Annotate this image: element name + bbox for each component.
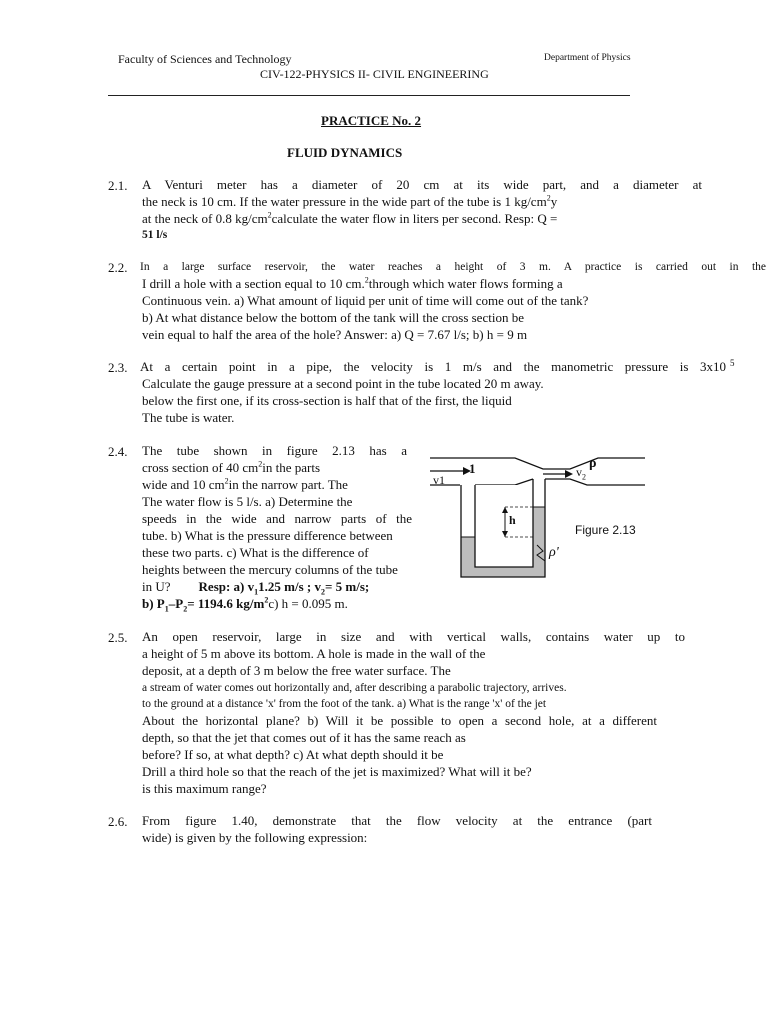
- problem-line: below the first one, if its cross-section is half that of the first, the liquid: [142, 393, 512, 408]
- label-v1: v1: [433, 473, 445, 487]
- practice-title: PRACTICE No. 2: [321, 113, 422, 128]
- problem-line: heights between the mercury columns of the tube: [142, 562, 398, 577]
- problem-line: The tube shown in figure 2.13 has a: [142, 443, 407, 458]
- problem-number: 2.6.: [108, 814, 128, 829]
- problem-line: An open reservoir, large in size and with vertical walls, contains water up to: [142, 629, 685, 644]
- problem-line: From figure 1.40, demonstrate that the flow velocity at the entrance (part: [142, 813, 652, 828]
- problem-line: A Venturi meter has a diameter of 20 cm at its wide part, and a diameter at: [142, 177, 702, 192]
- course-title: CIV-122-PHYSICS II- CIVIL ENGINEERING: [260, 67, 489, 81]
- problem-line: wide and 10 $cm^2in$ the narrow part. The: [142, 476, 348, 492]
- exponent: 5: [730, 358, 735, 368]
- problem-line: In a large surface reservoir, the water reaches a height of 3 m. A practice is carried out in the: [140, 261, 766, 273]
- problem-line: in U? Resp: a) $v_11.25$ m/s ; $v_2= 5$ m/s;: [142, 579, 370, 597]
- problem-line: at the neck of 0.8 $kg/cm^2calculate$ the water flow in liters per second. Resp: Q =: [142, 210, 558, 226]
- problem-number: 2.1.: [108, 178, 128, 193]
- problem-line: these two parts. c) What is the difference of: [142, 545, 369, 560]
- problem-line: Continuous vein. a) What amount of liquid per unit of time will come out of the tank?: [142, 293, 589, 308]
- label-section-1: 1: [469, 461, 476, 476]
- problem-line: The water flow is 5 l/s. a) Determine the: [142, 494, 353, 509]
- problem-line: wide) is given by the following expression:: [142, 830, 368, 845]
- problem-line: a height of 5 m above its bottom. A hole is made in the wall of the: [142, 646, 486, 661]
- problem-line: At a certain point in a pipe, the velocity is 1 m/s and the manometric pressure is 3x10: [140, 359, 726, 374]
- problem-answer: 51 l/s: [142, 229, 168, 241]
- problem-number: 2.4.: [108, 444, 128, 459]
- problem-line: About the horizontal plane? b) Will it be possible to open a second hole, at a different: [142, 713, 657, 728]
- subject-title: FLUID DYNAMICS: [287, 145, 403, 160]
- problem-answer: b) $P_1-P_2= 1194.6$ $kg/m^2c$) h = 0.095 m.: [142, 595, 348, 614]
- figure-caption: Figure 2.13: [575, 523, 636, 537]
- problem-number: 2.2.: [108, 260, 128, 275]
- figure-2-13: [425, 445, 665, 585]
- problem-line: deposit, at a depth of 3 m below the free water surface. The: [142, 663, 451, 678]
- department-name: Department of Physics: [544, 53, 631, 63]
- problem-line: is this maximum range?: [142, 781, 267, 796]
- problem-number: 2.3.: [108, 360, 128, 375]
- problem-line: Calculate the gauge pressure at a second point in the tube located 20 m away.: [142, 376, 544, 391]
- problem-line: cross section of 40 $cm^2in$ the parts: [142, 459, 321, 475]
- label-h: h: [509, 513, 516, 527]
- problem-line: I drill a hole with a section equal to 10 cm.$^2$through which water flows forming a: [142, 275, 563, 291]
- label-rho-prime: ρ': [549, 545, 559, 560]
- problem-line: Drill a third hole so that the reach of the jet is maximized? What will it be?: [142, 764, 532, 779]
- problem-line: tube. b) What is the pressure difference between: [142, 528, 393, 543]
- faculty-name: Faculty of Sciences and Technology: [118, 52, 292, 66]
- header-rule: [108, 95, 630, 96]
- problem-line: The tube is water.: [142, 410, 235, 425]
- problem-line: a stream of water comes out horizontally and, after describing a parabolic trajectory, arrives.: [142, 682, 567, 694]
- problem-line: to the ground at a distance 'x' from the foot of the tank. a) What is the range 'x' of the jet: [142, 698, 547, 710]
- label-rho: ρ: [589, 456, 597, 471]
- problem-line: b) At what distance below the bottom of the tank will the cross section be: [142, 310, 524, 325]
- problem-line: the neck is 10 cm. If the water pressure in the wide part of the tube is 1 $kg/cm^2y$: [142, 193, 558, 209]
- problem-number: 2.5.: [108, 630, 128, 645]
- problem-line: vein equal to half the area of the hole? Answer: a) Q = 7.67 l/s; b) h = 9 m: [142, 327, 528, 342]
- problem-line: before? If so, at what depth? c) At what depth should it be: [142, 747, 444, 762]
- problem-line: depth, so that the jet that comes out of it has the same reach as: [142, 730, 466, 745]
- venturi-diagram: [425, 445, 665, 585]
- problem-line: speeds in the wide and narrow parts of the: [142, 511, 412, 526]
- label-v2: $v_2$: [576, 465, 586, 482]
